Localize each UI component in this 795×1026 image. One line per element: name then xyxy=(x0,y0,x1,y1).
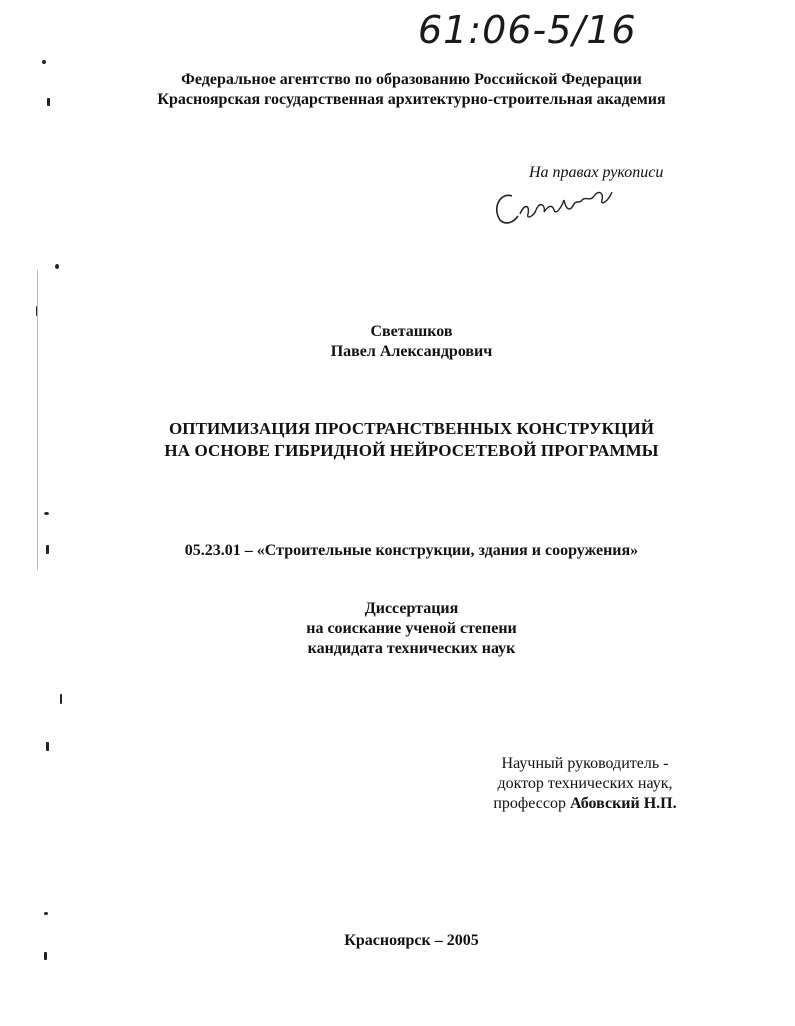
scan-speck xyxy=(55,264,59,269)
scan-speck xyxy=(44,952,47,960)
supervisor-line-1: Научный руководитель - xyxy=(501,755,669,772)
author-signature xyxy=(490,186,630,230)
specialty: 05.23.01 – «Строительные конструкции, здания и сооружения» xyxy=(184,542,639,559)
degree-line-1: Диссертация xyxy=(364,600,459,617)
scan-speck xyxy=(46,545,49,554)
header-agency: Федеральное агентство по образованию Российской Федерации xyxy=(181,71,642,88)
scan-speck xyxy=(44,512,49,515)
supervisor-block xyxy=(470,754,700,814)
scan-margin-line xyxy=(37,270,38,570)
supervisor-title: профессор xyxy=(493,795,566,812)
supervisor-line-2: доктор технических наук, xyxy=(497,775,673,792)
archive-code: 61:06-5/16 xyxy=(418,8,637,52)
supervisor-line-3 xyxy=(470,794,700,814)
author-surname: Светашков xyxy=(370,323,453,340)
scan-speck xyxy=(42,60,46,64)
scan-speck xyxy=(60,694,62,704)
supervisor-name: Абовский Н.П. xyxy=(570,795,677,812)
title-line-1: ОПТИМИЗАЦИЯ ПРОСТРАНСТВЕННЫХ КОНСТРУКЦИЙ xyxy=(168,419,655,438)
author-given-names: Павел Александрович xyxy=(330,343,493,360)
scan-speck xyxy=(44,912,48,915)
header-academy: Красноярская государственная архитектурно-строительная академия xyxy=(157,91,666,108)
degree-line-3: кандидата технических наук xyxy=(307,640,516,657)
footer-city-year: Красноярск – 2005 xyxy=(344,932,479,949)
scan-speck xyxy=(47,98,50,106)
degree-line-2: на соискание ученой степени xyxy=(306,620,517,637)
title-line-2: НА ОСНОВЕ ГИБРИДНОЙ НЕЙРОСЕТЕВОЙ ПРОГРАММЫ xyxy=(164,441,659,460)
manuscript-note: На правах рукописи xyxy=(529,164,664,181)
scan-speck xyxy=(46,742,49,751)
